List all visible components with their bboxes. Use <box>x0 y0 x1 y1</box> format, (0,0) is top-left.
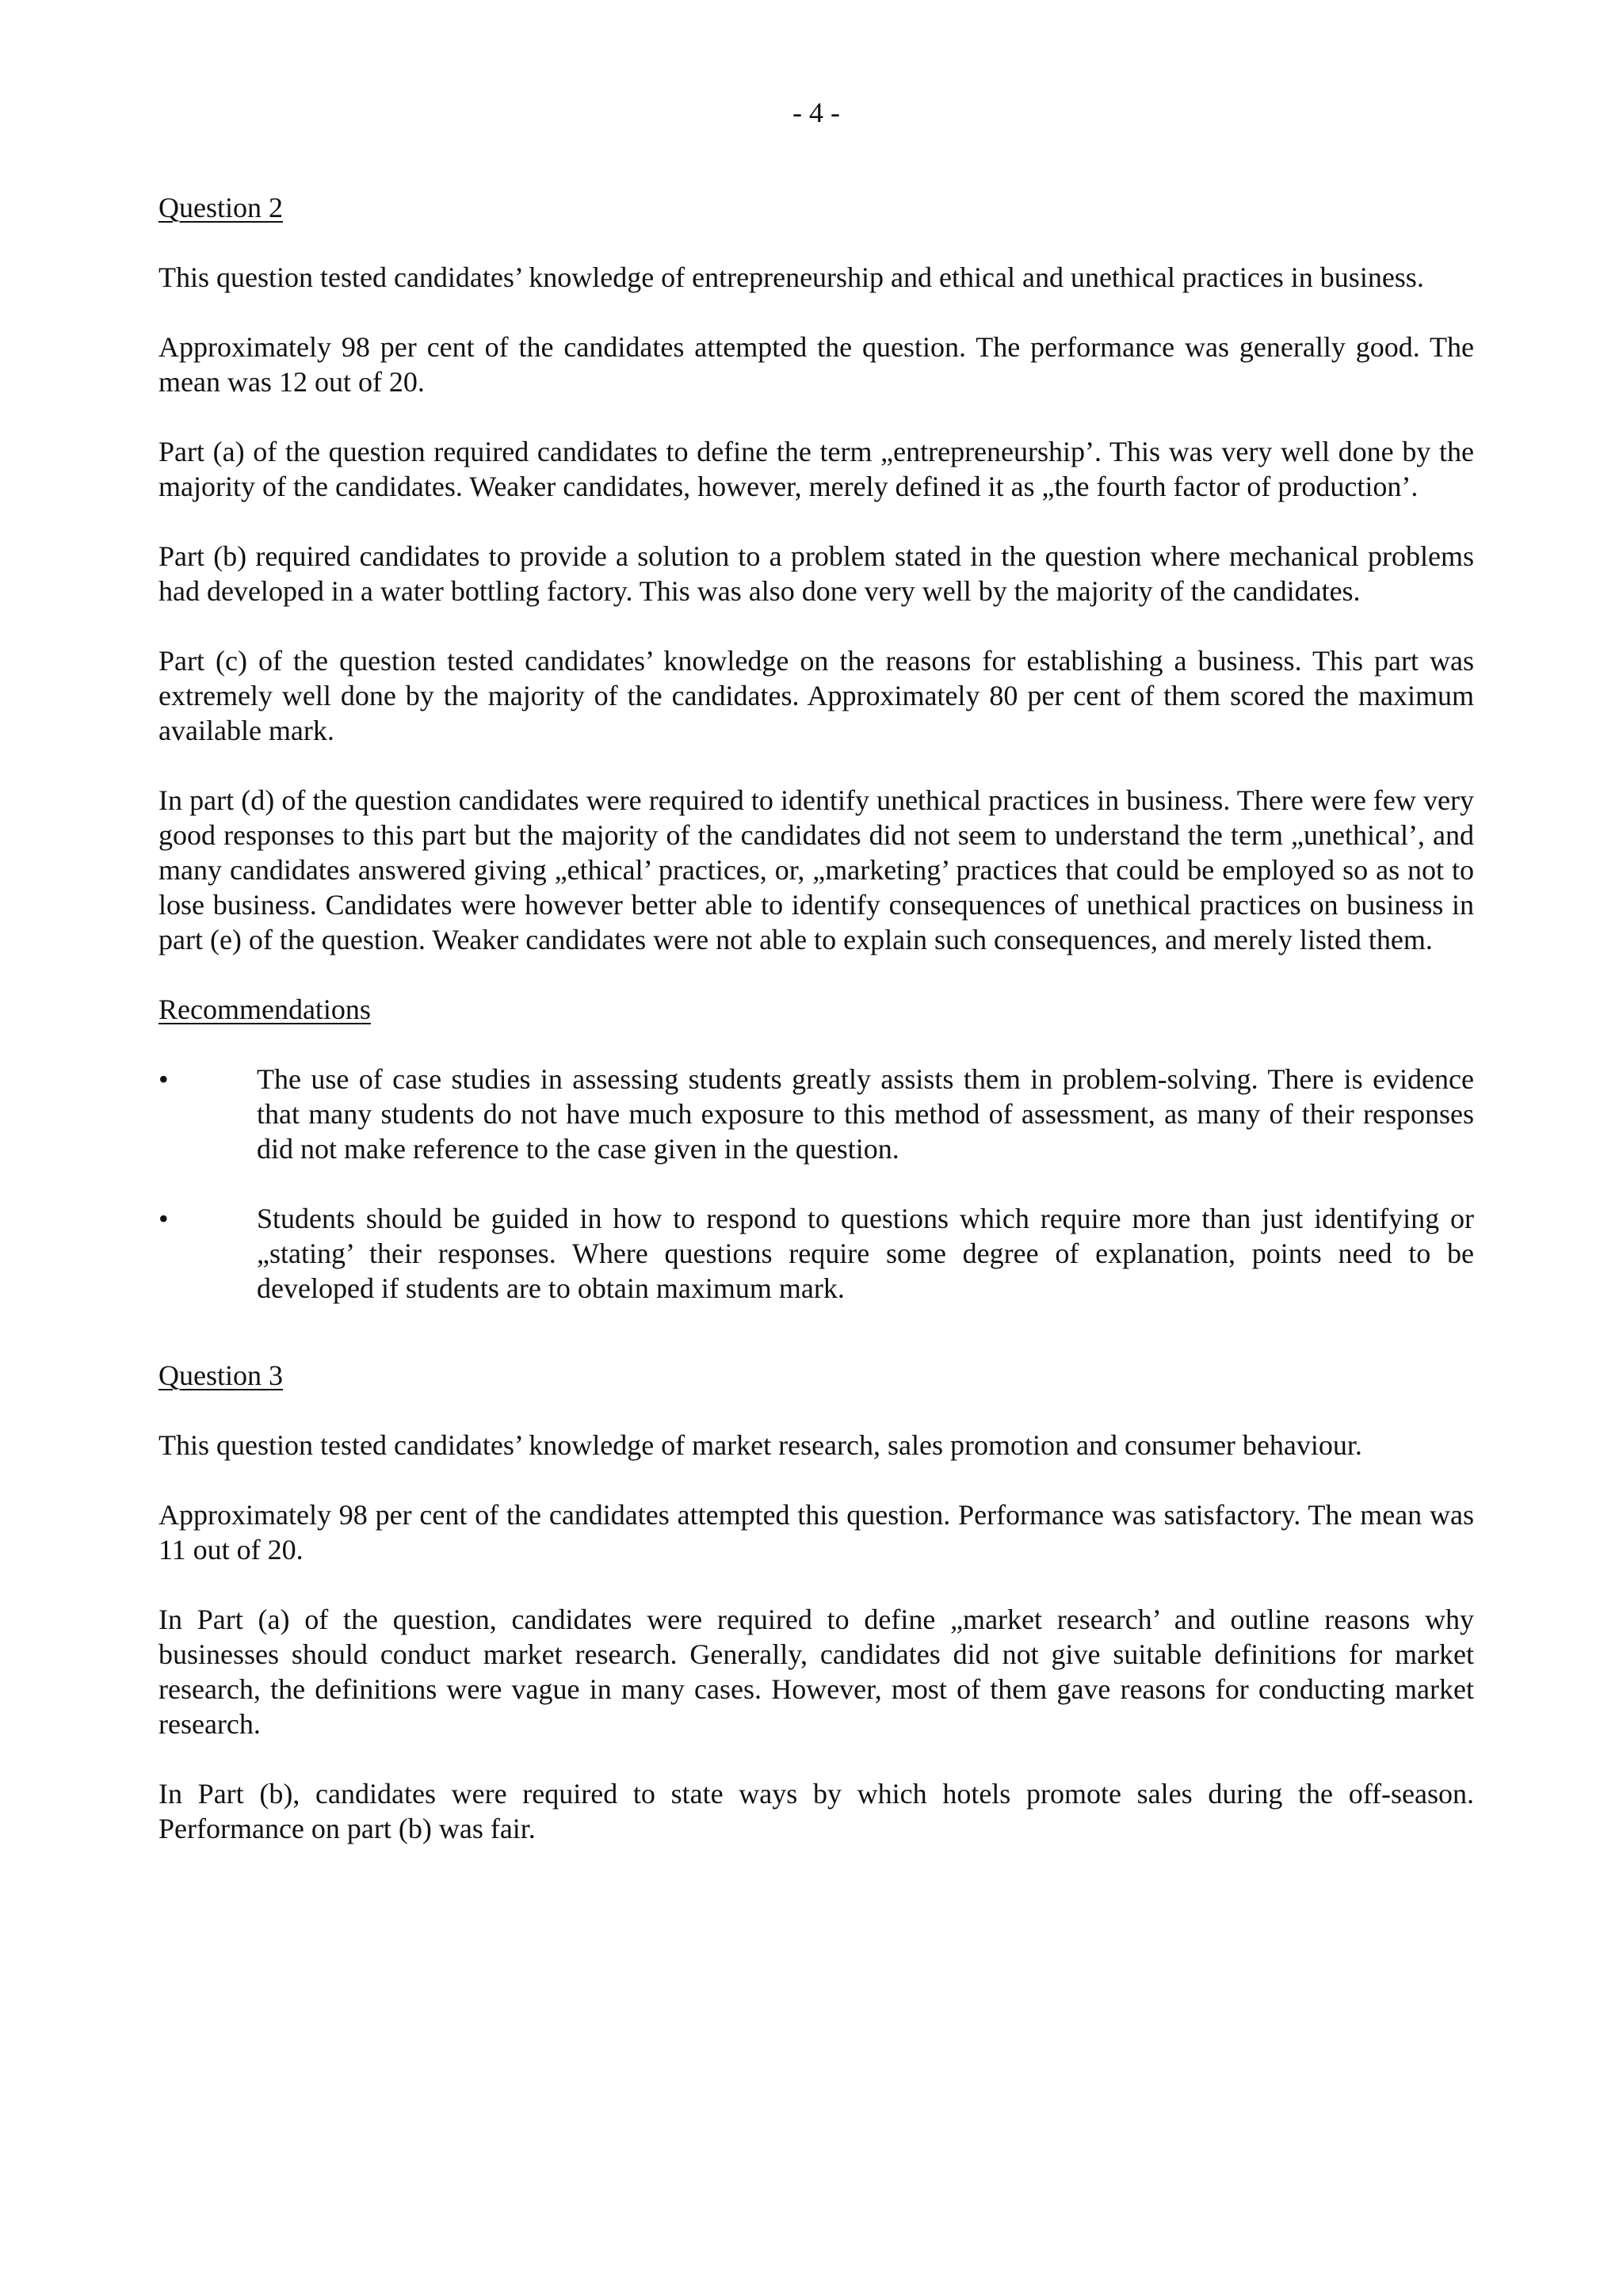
page-number: - 4 - <box>792 97 840 128</box>
q2-paragraph-intro: This question tested candidates’ knowledge of entrepreneurship and ethical and unethical practices in business. <box>158 261 1424 293</box>
question-2-section <box>158 190 1474 957</box>
q3-paragraph-intro: This question tested candidates’ knowledge of market research, sales promotion and consumer behaviour. <box>158 1429 1362 1461</box>
section-spacer <box>158 1341 1474 1358</box>
q3-paragraph-part-b: In Part (b), candidates were required to state ways by which hotels promote sales during the off-season. Performance on part (b) was fair. <box>158 1778 1474 1844</box>
recommendation-item <box>158 1062 1474 1166</box>
recommendations-heading: Recommendations <box>158 994 371 1025</box>
q2-paragraph-attempt: Approximately 98 per cent of the candidates attempted the question. The performance was generally good. The mean was 12 out of 20. <box>158 331 1474 398</box>
document-page <box>158 95 1474 1881</box>
q2-paragraph-part-a: Part (a) of the question required candidates to define the term „entrepreneurship’. This was very well done by the majority of the candidates. Weaker candidates, however, merely defined it as „the fourth factor of production’. <box>158 436 1474 502</box>
q2-paragraph-part-b: Part (b) required candidates to provide a solution to a problem stated in the question where mechanical problems had developed in a water bottling factory. This was also done very well by the majority of the candidates. <box>158 540 1474 607</box>
question-2-heading: Question 2 <box>158 192 283 223</box>
recommendations-section <box>158 992 1474 1306</box>
recommendation-text: Students should be guided in how to respond to questions which require more than just identifying or „stating’ their responses. Where questions require some degree of explanation, points need to be developed if students are to obtain maximum mark. <box>257 1203 1474 1304</box>
q3-paragraph-part-a: In Part (a) of the question, candidates were required to define „market research’ and outline reasons why businesses should conduct market research. Generally, candidates did not give suitable definitions for market research, the definitions were vague in many cases. However, most of them gave reasons for conducting market research. <box>158 1604 1474 1740</box>
q2-paragraph-part-d: In part (d) of the question candidates were required to identify unethical practices in business. There were few very good responses to this part but the majority of the candidates did not seem to understand the term „unethical’, and many candidates answered giving „ethical’ practices, or, „marketing’ practices that could be employed so as not to lose business. Candidates were however better able to identify consequences of unethical practices on business in part (e) of the question. Weaker candidates were not able to explain such consequences, and merely listed them. <box>158 784 1474 955</box>
q2-paragraph-part-c: Part (c) of the question tested candidates’ knowledge on the reasons for establishing a business. This part was extremely well done by the majority of the candidates. Approximately 80 per cent of them scored the maximum available mark. <box>158 645 1474 746</box>
q3-paragraph-attempt: Approximately 98 per cent of the candidates attempted this question. Performance was satisfactory. The mean was 11 out of 20. <box>158 1499 1474 1566</box>
recommendations-list <box>158 1062 1474 1306</box>
question-3-section <box>158 1358 1474 1846</box>
bullet-icon: • <box>158 1063 169 1095</box>
question-3-heading: Question 3 <box>158 1360 283 1391</box>
recommendation-text: The use of case studies in assessing students greatly assists them in problem-solving. There is evidence that many students do not have much exposure to this method of assessment, as many of their responses did not make reference to the case given in the question. <box>257 1063 1474 1165</box>
recommendation-item <box>158 1201 1474 1306</box>
bullet-icon: • <box>158 1203 169 1234</box>
